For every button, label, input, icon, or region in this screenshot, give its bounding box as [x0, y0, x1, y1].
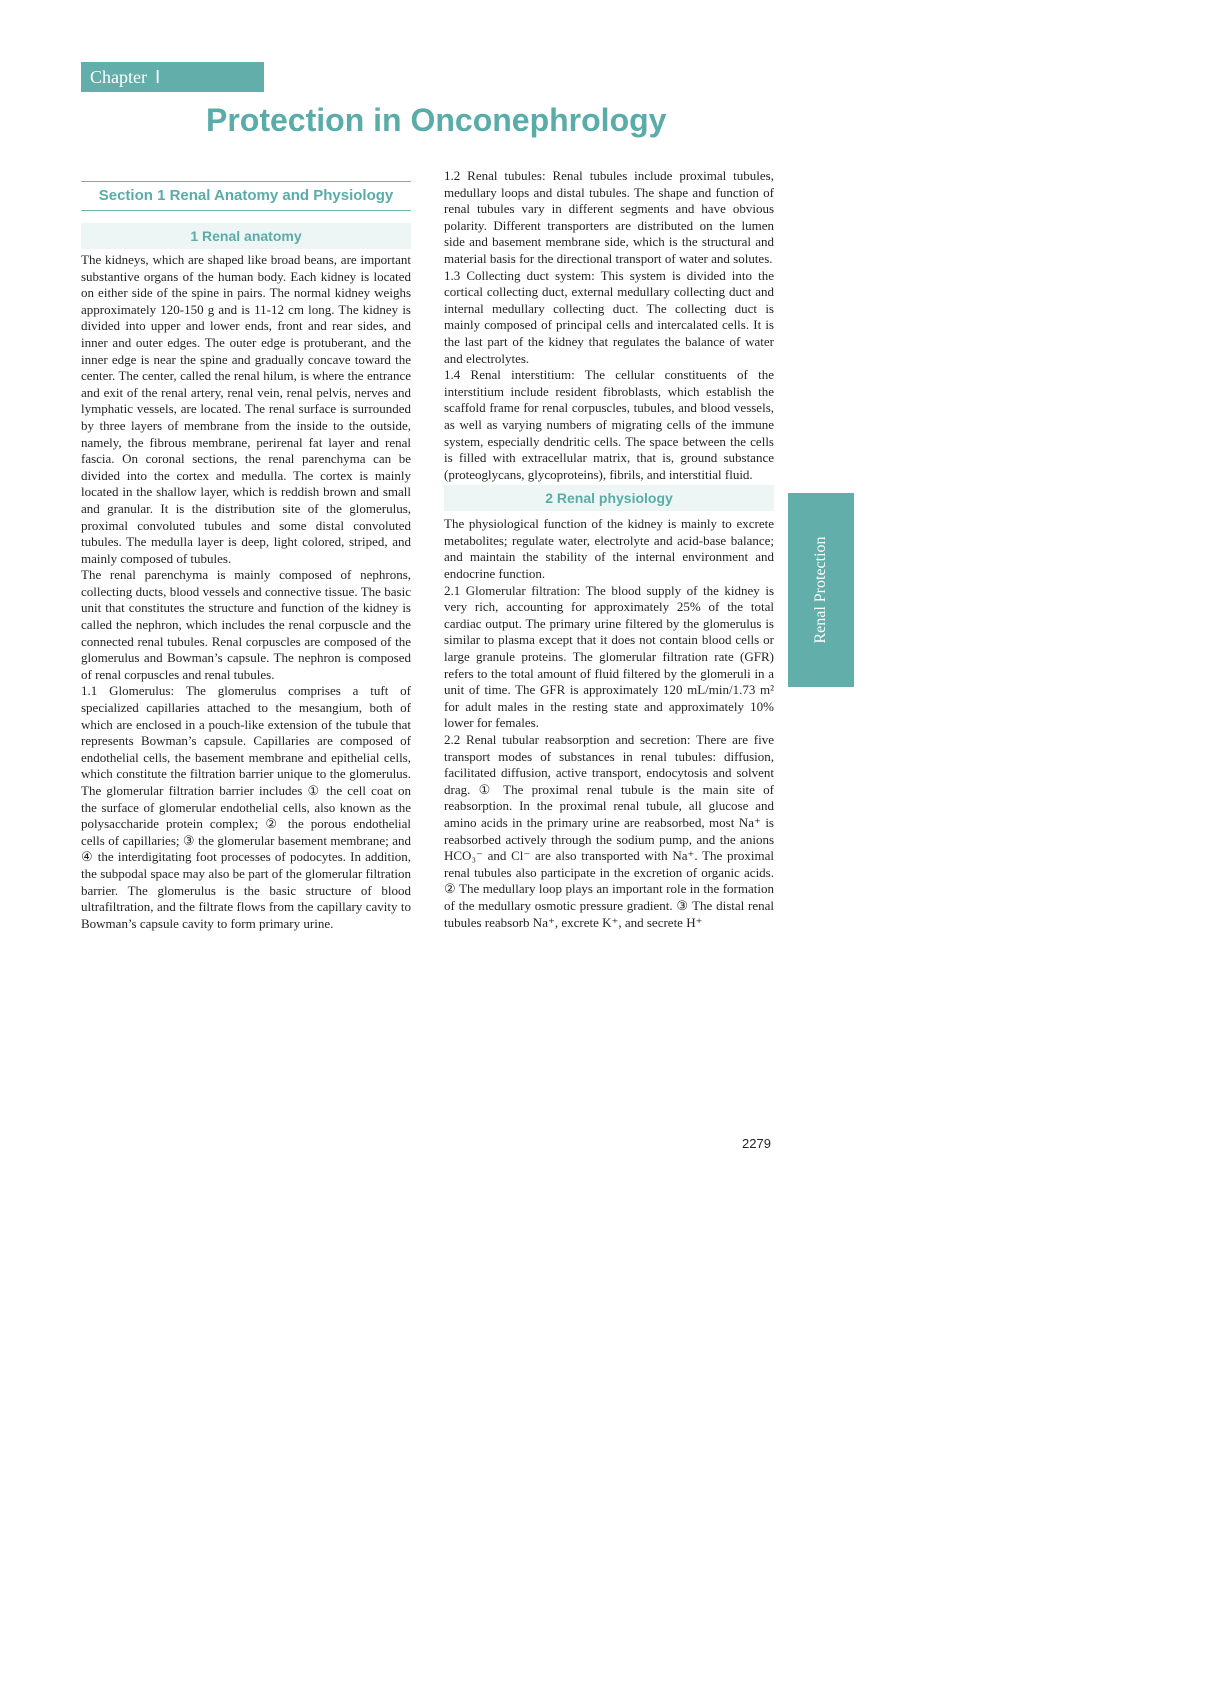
side-tab-label: Renal Protection — [812, 536, 829, 644]
body-paragraph: 1.2 Renal tubules: Renal tubules include proximal tubules, medullary loops and distal tubules. The shape and function of renal tubules vary in different segments and have obvious polarity. Different transporters are distributed on the lumen side and basement membrane side, which is the structural and material basis for the directional transport of water and solutes. — [444, 168, 774, 266]
section-heading: Section 1 Renal Anatomy and Physiology — [81, 181, 411, 211]
subsection-heading-anatomy: 1 Renal anatomy — [81, 223, 411, 249]
body-paragraph: The renal parenchyma is mainly composed of nephrons, collecting ducts, blood vessels and connective tissue. The basic unit that constitutes the structure and function of the kidney is called the nephron, which includes the renal corpuscle and the connected renal tubules. Renal corpuscles are composed of the glomerulus and Bowman’s capsule. The nephron is composed of renal corpuscles and renal tubules. — [81, 567, 411, 682]
body-paragraph: 2.1 Glomerular filtration: The blood supply of the kidney is very rich, accounting for approximately 25% of the total cardiac output. The primary urine filtered by the glomerulus is similar to plasma except that it does not contain blood cells or large granule proteins. The glomerular filtration rate (GFR) refers to the total amount of fluid filtered by the glomeruli in a unit of time. The GFR is approximately 120 mL/min/1.73 m² for adult males in the resting state and approximately 10% lower for females. — [444, 582, 774, 731]
body-paragraph: 2.2 Renal tubular reabsorption and secretion: There are five transport modes of substances in renal tubules: diffusion, facilitated diffusion, active transport, endocytosis and solvent drag. ① The proximal renal tubule is the main site of reabsorption. In the proximal renal tubule, all glucose and amino acids in the primary urine are reabsorbed, most Na⁺ is reabsorbed actively through the sodium pump, and the anions HCO₃⁻ and Cl⁻ are also transported with Na⁺. The proximal renal tubules also participate in the excretion of organic acids. ② The medullary loop plays an important role in the formation of the medullary osmotic pressure gradient. ③ The distal renal tubules reabsorb Na⁺, excrete K⁺, and secrete H⁺ — [444, 732, 774, 930]
subsection-heading-physiology: 2 Renal physiology — [444, 485, 774, 511]
page-number: 2279 — [742, 1136, 771, 1151]
body-paragraph: 1.4 Renal interstitium: The cellular constituents of the interstitium include resident fibroblasts, which establish the scaffold frame for renal corpuscles, tubules, and blood vessels, as well as varying numbers of migrating cells of the immune system, especially dendritic cells. The space between the cells is filled with extracellular matrix, that is, ground substance (proteoglycans, glycoproteins), fibrils, and interstitial fluid. — [444, 367, 774, 482]
body-paragraph: The physiological function of the kidney is mainly to excrete metabolites; regulate water, electrolyte and acid-base balance; and maintain the stability of the internal environment and endocrine function. — [444, 516, 774, 582]
chapter-number: Ⅰ — [154, 67, 161, 87]
body-paragraph: 1.1 Glomerulus: The glomerulus comprises a tuft of specialized capillaries attached to the mesangium, both of which are enclosed in a pouch-like extension of the tubule that represents Bowman’s capsule. Capillaries are composed of endothelial cells, the basement membrane and epithelial cells, which constitute the filtration barrier unique to the glomerulus. The glomerular filtration barrier includes ① the cell coat on the surface of glomerular endothelial cells, also known as the polysaccharide protein complex; ② the porous endothelial cells of capillaries; ③ the glomerular basement membrane; and ④ the interdigitating foot processes of podocytes. In addition, the subpodal space may also be part of the glomerular filtration barrier. The glomerulus is the basic structure of blood ultrafiltration, and the filtrate flows from the capillary cavity to Bowman’s capsule cavity to form primary urine. — [81, 683, 411, 931]
page-title: Protection in Onconephrology — [206, 102, 667, 138]
side-tab — [788, 493, 854, 687]
body-paragraph: 1.3 Collecting duct system: This system is divided into the cortical collecting duct, external medullary collecting duct and internal medullary collecting duct. The collecting duct is mainly composed of principal cells and intercalated cells. It is the last part of the kidney that regulates the balance of water and electrolytes. — [444, 267, 774, 366]
chapter-label — [81, 62, 264, 92]
left-column — [81, 168, 411, 932]
body-paragraph: The kidneys, which are shaped like broad beans, are important substantive organs of the human body. Each kidney is located on either side of the spine in pairs. The normal kidney weighs approximately 120-150 g and is 11-12 cm long. The kidney is divided into upper and lower ends, front and rear sides, and inner and outer edges. The outer edge is protuberant, and the inner edge is near the spine and gradually concave toward the center. The center, called the renal hilum, is where the entrance and exit of the renal artery, renal vein, renal pelvis, nerves and lymphatic vessels, are located. The renal surface is surrounded by three layers of membrane from the inside to the outside, namely, the fibrous membrane, perirenal fat layer and renal fascia. On coronal sections, the renal parenchyma can be divided into the cortex and medulla. The cortex is mainly located in the shallow layer, which is reddish brown and small and granular. It is the distribution site of the glomerulus, proximal convoluted tubules and some distal convoluted tubules. The medulla layer is deep, light colored, striped, and mainly composed of tubules. — [81, 252, 411, 566]
right-column — [444, 168, 774, 931]
chapter-word: Chapter — [90, 67, 147, 87]
